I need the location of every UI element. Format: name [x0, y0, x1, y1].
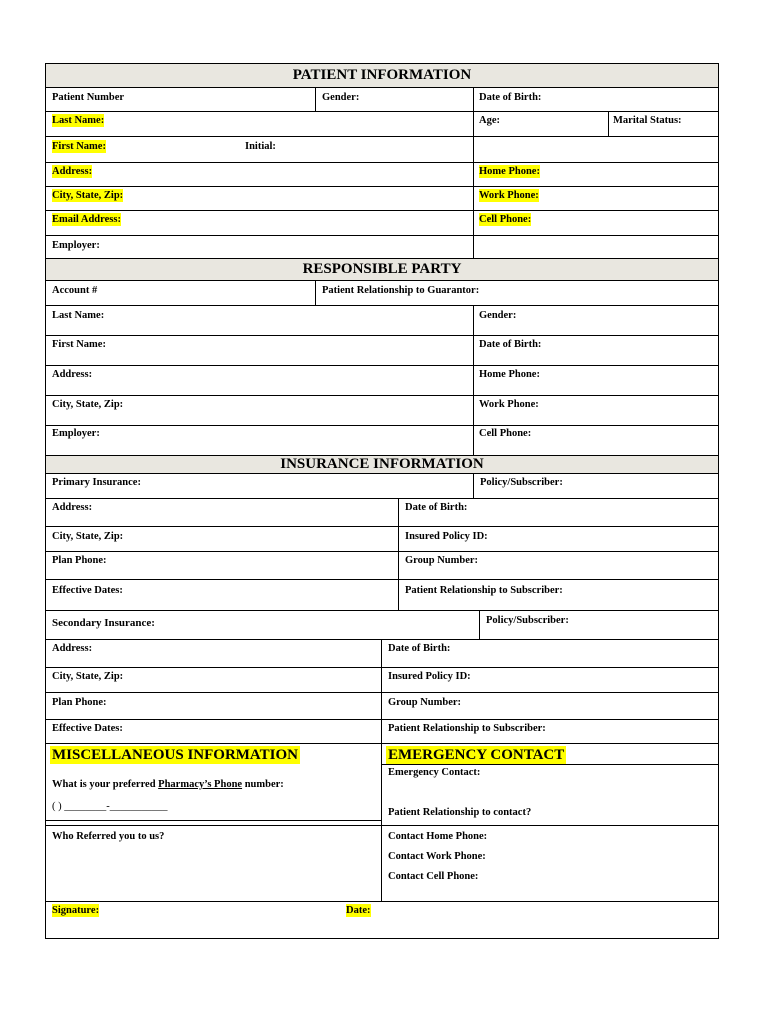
- ins-primary-group-number-label[interactable]: Group Number:: [405, 555, 479, 566]
- responsible-party-title: RESPONSIBLE PARTY: [302, 261, 462, 277]
- patient-initial-label[interactable]: Initial:: [245, 141, 276, 152]
- divider: [45, 111, 719, 112]
- ins-secondary-policy-id-label[interactable]: Insured Policy ID:: [388, 671, 471, 682]
- divider: [45, 692, 719, 693]
- ins-primary-label[interactable]: Primary Insurance:: [52, 477, 141, 488]
- divider: [45, 305, 719, 306]
- divider: [45, 820, 381, 821]
- divider: [473, 305, 474, 455]
- divider: [45, 235, 719, 236]
- patient-first-name-label[interactable]: First Name:: [52, 141, 106, 152]
- divider: [381, 764, 719, 765]
- divider: [45, 365, 719, 366]
- ec-work-phone-label[interactable]: Contact Work Phone:: [388, 851, 486, 862]
- patient-last-name-label[interactable]: Last Name:: [52, 115, 105, 126]
- divider: [398, 498, 399, 610]
- patient-dob-label[interactable]: Date of Birth:: [479, 92, 542, 103]
- patient-information-title: PATIENT INFORMATION: [292, 67, 472, 83]
- divider: [45, 579, 719, 580]
- ins-secondary-plan-phone-label[interactable]: Plan Phone:: [52, 697, 107, 708]
- divider: [45, 825, 719, 826]
- divider: [45, 639, 719, 640]
- rp-relationship-label[interactable]: Patient Relationship to Guarantor:: [322, 285, 480, 296]
- date-label[interactable]: Date:: [346, 905, 371, 916]
- rp-home-phone-label[interactable]: Home Phone:: [479, 369, 540, 380]
- ins-secondary-effective-dates-label[interactable]: Effective Dates:: [52, 723, 123, 734]
- rp-last-name-label[interactable]: Last Name:: [52, 310, 105, 321]
- pharmacy-phone-blank[interactable]: ( ) ________-___________: [52, 801, 168, 812]
- patient-age-label[interactable]: Age:: [479, 115, 500, 126]
- divider: [45, 136, 719, 137]
- patient-address-label[interactable]: Address:: [52, 166, 93, 177]
- referred-label[interactable]: Who Referred you to us?: [52, 831, 165, 842]
- ins-primary-relationship-label[interactable]: Patient Relationship to Subscriber:: [405, 585, 563, 596]
- ins-secondary-policy-subscriber-label[interactable]: Policy/Subscriber:: [486, 615, 569, 626]
- divider: [45, 719, 719, 720]
- ins-secondary-relationship-label[interactable]: Patient Relationship to Subscriber:: [388, 723, 546, 734]
- divider: [45, 667, 719, 668]
- divider: [45, 162, 719, 163]
- divider: [45, 425, 719, 426]
- divider: [45, 335, 719, 336]
- divider: [45, 743, 719, 744]
- divider: [45, 610, 719, 611]
- divider: [315, 281, 316, 305]
- ins-primary-city-label[interactable]: City, State, Zip:: [52, 531, 124, 542]
- ins-secondary-dob-label[interactable]: Date of Birth:: [388, 643, 451, 654]
- divider: [45, 526, 719, 527]
- patient-cell-phone-label[interactable]: Cell Phone:: [479, 214, 532, 225]
- ins-secondary-city-label[interactable]: City, State, Zip:: [52, 671, 124, 682]
- patient-number-label[interactable]: Patient Number: [52, 92, 125, 103]
- divider: [45, 395, 719, 396]
- divider: [479, 610, 480, 639]
- signature-label[interactable]: Signature:: [52, 905, 100, 916]
- divider: [473, 88, 474, 258]
- ins-primary-plan-phone-label[interactable]: Plan Phone:: [52, 555, 107, 566]
- ec-cell-phone-label[interactable]: Contact Cell Phone:: [388, 871, 479, 882]
- rp-address-label[interactable]: Address:: [52, 369, 93, 380]
- ec-home-phone-label[interactable]: Contact Home Phone:: [388, 831, 488, 842]
- rp-employer-label[interactable]: Employer:: [52, 428, 100, 439]
- rp-city-state-zip-label[interactable]: City, State, Zip:: [52, 399, 124, 410]
- divider: [45, 186, 719, 187]
- divider: [45, 901, 719, 902]
- insurance-information-title: INSURANCE INFORMATION: [280, 456, 484, 472]
- divider: [315, 88, 316, 111]
- patient-gender-label[interactable]: Gender:: [322, 92, 360, 103]
- rp-gender-label[interactable]: Gender:: [479, 310, 517, 321]
- ins-secondary-label[interactable]: Secondary Insurance:: [52, 617, 155, 629]
- pharmacy-phone-question: What is your preferred Pharmacy’s Phone number:: [52, 779, 284, 790]
- pharmacy-phone-emphasis: Pharmacy’s Phone: [158, 779, 243, 790]
- ins-primary-address-label[interactable]: Address:: [52, 502, 93, 513]
- divider: [45, 498, 719, 499]
- rp-account-label[interactable]: Account #: [52, 285, 98, 296]
- patient-city-state-zip-label[interactable]: City, State, Zip:: [52, 190, 124, 201]
- ins-secondary-group-number-label[interactable]: Group Number:: [388, 697, 462, 708]
- ec-relationship-label[interactable]: Patient Relationship to contact?: [388, 807, 532, 818]
- misc-info-title: MISCELLANEOUS INFORMATION: [52, 747, 298, 763]
- ins-primary-policy-id-label[interactable]: Insured Policy ID:: [405, 531, 488, 542]
- divider: [608, 111, 609, 136]
- divider: [45, 551, 719, 552]
- patient-marital-status-label[interactable]: Marital Status:: [613, 115, 682, 126]
- divider: [473, 474, 474, 498]
- divider: [45, 210, 719, 211]
- rp-work-phone-label[interactable]: Work Phone:: [479, 399, 539, 410]
- emergency-contact-title: EMERGENCY CONTACT: [388, 747, 565, 763]
- rp-first-name-label[interactable]: First Name:: [52, 339, 106, 350]
- rp-cell-phone-label[interactable]: Cell Phone:: [479, 428, 532, 439]
- patient-registration-form: [45, 63, 719, 939]
- divider: [381, 639, 382, 743]
- ins-secondary-address-label[interactable]: Address:: [52, 643, 93, 654]
- patient-home-phone-label[interactable]: Home Phone:: [479, 166, 540, 177]
- divider: [381, 743, 382, 901]
- patient-work-phone-label[interactable]: Work Phone:: [479, 190, 539, 201]
- ins-primary-effective-dates-label[interactable]: Effective Dates:: [52, 585, 123, 596]
- ins-primary-dob-label[interactable]: Date of Birth:: [405, 502, 468, 513]
- ins-primary-policy-subscriber-label[interactable]: Policy/Subscriber:: [480, 477, 563, 488]
- ec-contact-label[interactable]: Emergency Contact:: [388, 767, 481, 778]
- rp-dob-label[interactable]: Date of Birth:: [479, 339, 542, 350]
- patient-employer-label[interactable]: Employer:: [52, 240, 100, 251]
- patient-email-label[interactable]: Email Address:: [52, 214, 121, 225]
